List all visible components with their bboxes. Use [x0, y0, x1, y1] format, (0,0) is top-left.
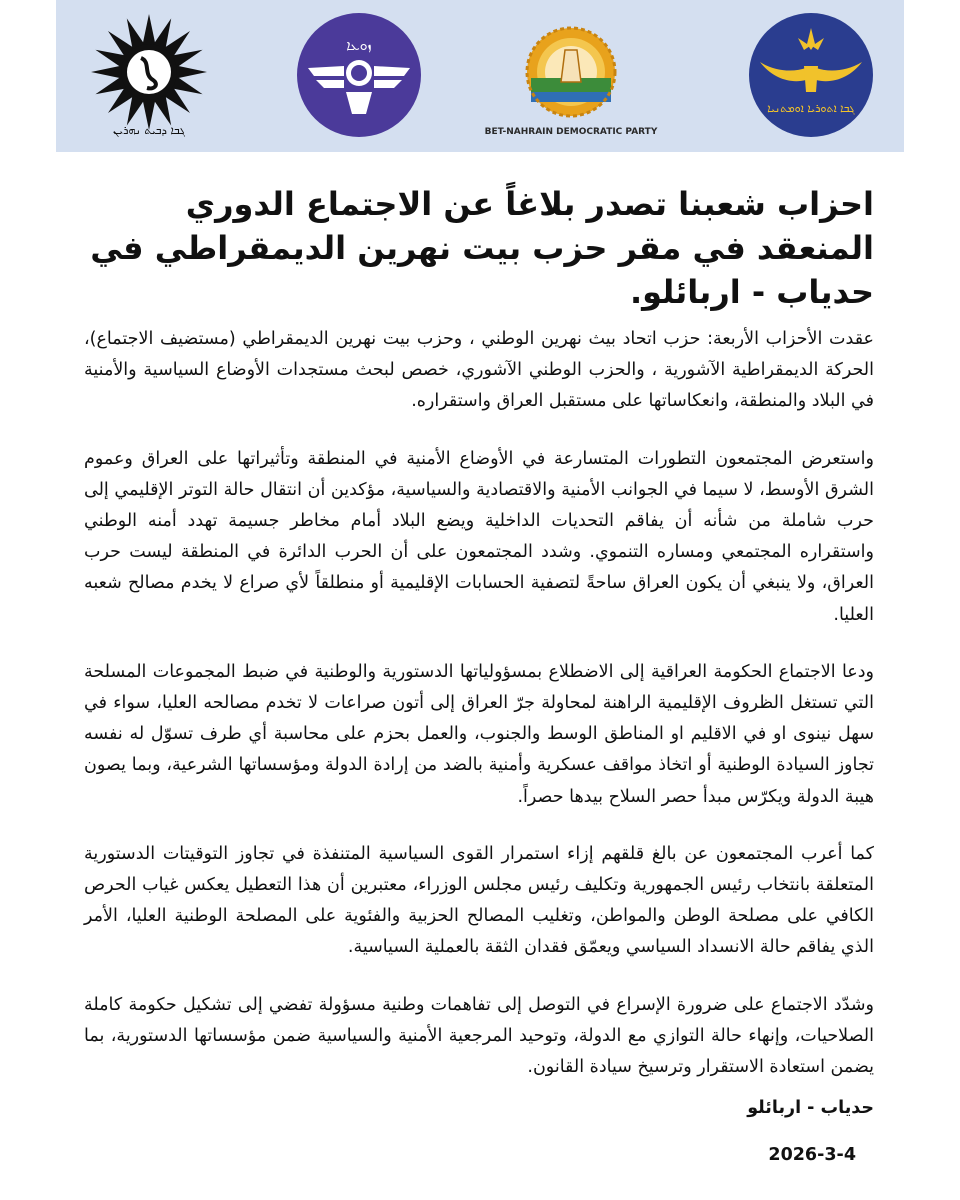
svg-text:BET-NAHRAIN DEMOCRATIC PARTY: BET-NAHRAIN DEMOCRATIC PARTY — [484, 127, 658, 137]
paragraph: وشدّد الاجتماع على ضرورة الإسراع في التوصل إلى تفاهمات وطنية مسؤولة تفضي إلى تشكيل حكومة كاملة الصلاحيات، وإنهاء حالة التوازي مع الدولة، وتوحيد المرجعية الأمنية والسياسية ضمن مؤسساتها الدستورية، بما يضمن استعادة الاستقرار وترسيخ سيادة القانون. — [84, 994, 874, 1078]
eagle-icon — [746, 10, 876, 140]
place-signature: حدياب - اربائلو — [747, 1098, 874, 1118]
paragraph: كما أعرب المجتمعون عن بالغ قلقهم إزاء استمرار القوى السياسية المتنفذة في تجاوز التوقيتات الدستورية المتعلقة بانتخاب رئيس الجمهورية وتكليف رئيس مجلس الوزراء، معتبرين أن هذا التعطيل يعكس غياب الحرص الكافي على مصلحة الوطن والمواطن، وتغليب المصالح الحزبية والفئوية على المصلحة الوطنية العليا، الأمر الذي يفاقم حالة الانسداد السياسي ويعمّق فقدان الثقة بالعملية السياسية. — [84, 843, 874, 958]
page-title: احزاب شعبنا تصدر بلاغاً عن الاجتماع الدوري المنعقد في مقر حزب بيت نهرين الديمقراطي في حدياب - اربائلو. — [90, 185, 874, 311]
statement-body — [84, 324, 874, 1109]
svg-text:ܓܒܐ ܐܬܘܪܝܐ ܐܘܡܬܢܝܐ: ܓܒܐ ܐܬܘܪܝܐ ܐܘܡܬܢܝܐ — [767, 102, 855, 115]
star-emblem-logo — [84, 10, 214, 140]
paragraph: عقدت الأحزاب الأربعة: حزب اتحاد بيث نهرين الوطني ، وحزب بيت نهرين الديمقراطي (مستضيف الاجتماع)، الحركة الديمقراطية الآشورية ، والحزب الوطني الآشوري، خصص لبحث مستجدات الأوضاع السياسية والأمنية في البلاد والمنطقة، وانعكاساتها على مستقبل العراق واستقراره. — [84, 329, 874, 412]
paragraph: ودعا الاجتماع الحكومة العراقية إلى الاضطلاع بمسؤولياتها الدستورية والوطنية في ضبط المجموعات المسلحة التي تستغل الظروف الإقليمية الراهنة لمحاولة جرّ العراق إلى أتون صراعات لا تخدم مصالحه العليا، سواء في سهل نينوى او في الاقليم او المناطق الوسط والجنوب، والعمل بحزم على محاسبة أي طرف تسوّل له نفسه تجاوز السيادة الوطنية أو اتخاذ مواقف عسكرية وأمنية بالضد من إرادة الدولة ومؤسساتها الشرعية، وبما يصون هيبة الدولة ويكرّس مبدأ حصر السلاح بيدها حصراً. — [84, 661, 874, 807]
paragraph: واستعرض المجتمعون التطورات المتسارعة في الأوضاع الأمنية في المنطقة وتأثيراتها على العراق وعموم الشرق الأوسط، لا سيما في الجوانب الأمنية والاقتصادية والسياسية، مؤكدين أن انتقال حالة التوتر الإقليمي إلى حرب شاملة من شأنه أن يفاقم التحديات الداخلية ويضع البلاد أمام مخاطر جسيمة تهدد أمنه الوطني واستقراره المجتمعي ومساره التنموي. وشدد المجتمعون على أن الحرب الدائرة في المنطقة ليست حرب العراق، ولا ينبغي أن يكون العراق ساحةً لتصفية الحسابات الإقليمية أو منطلقاً لأي صراع لا يخدم مصالح شعبه العليا. — [84, 448, 874, 625]
golden-sun-icon — [484, 10, 658, 140]
beth-nahrain-democratic-party-logo — [484, 10, 658, 140]
winged-disc-icon — [294, 10, 424, 140]
svg-text:ܙܘܥܐ: ܙܘܥܐ — [346, 38, 372, 54]
logo-banner — [56, 0, 904, 152]
statement-date: 2026-3-4 — [768, 1145, 856, 1165]
ana-eagle-logo — [746, 10, 876, 140]
star-emblem-icon — [84, 10, 214, 140]
ashur-emblem-logo — [294, 10, 424, 140]
svg-text:ܓܒܐ ܕܒܝܬ ܢܗܪܝܢ: ܓܒܐ ܕܒܝܬ ܢܗܪܝܢ — [112, 124, 186, 137]
